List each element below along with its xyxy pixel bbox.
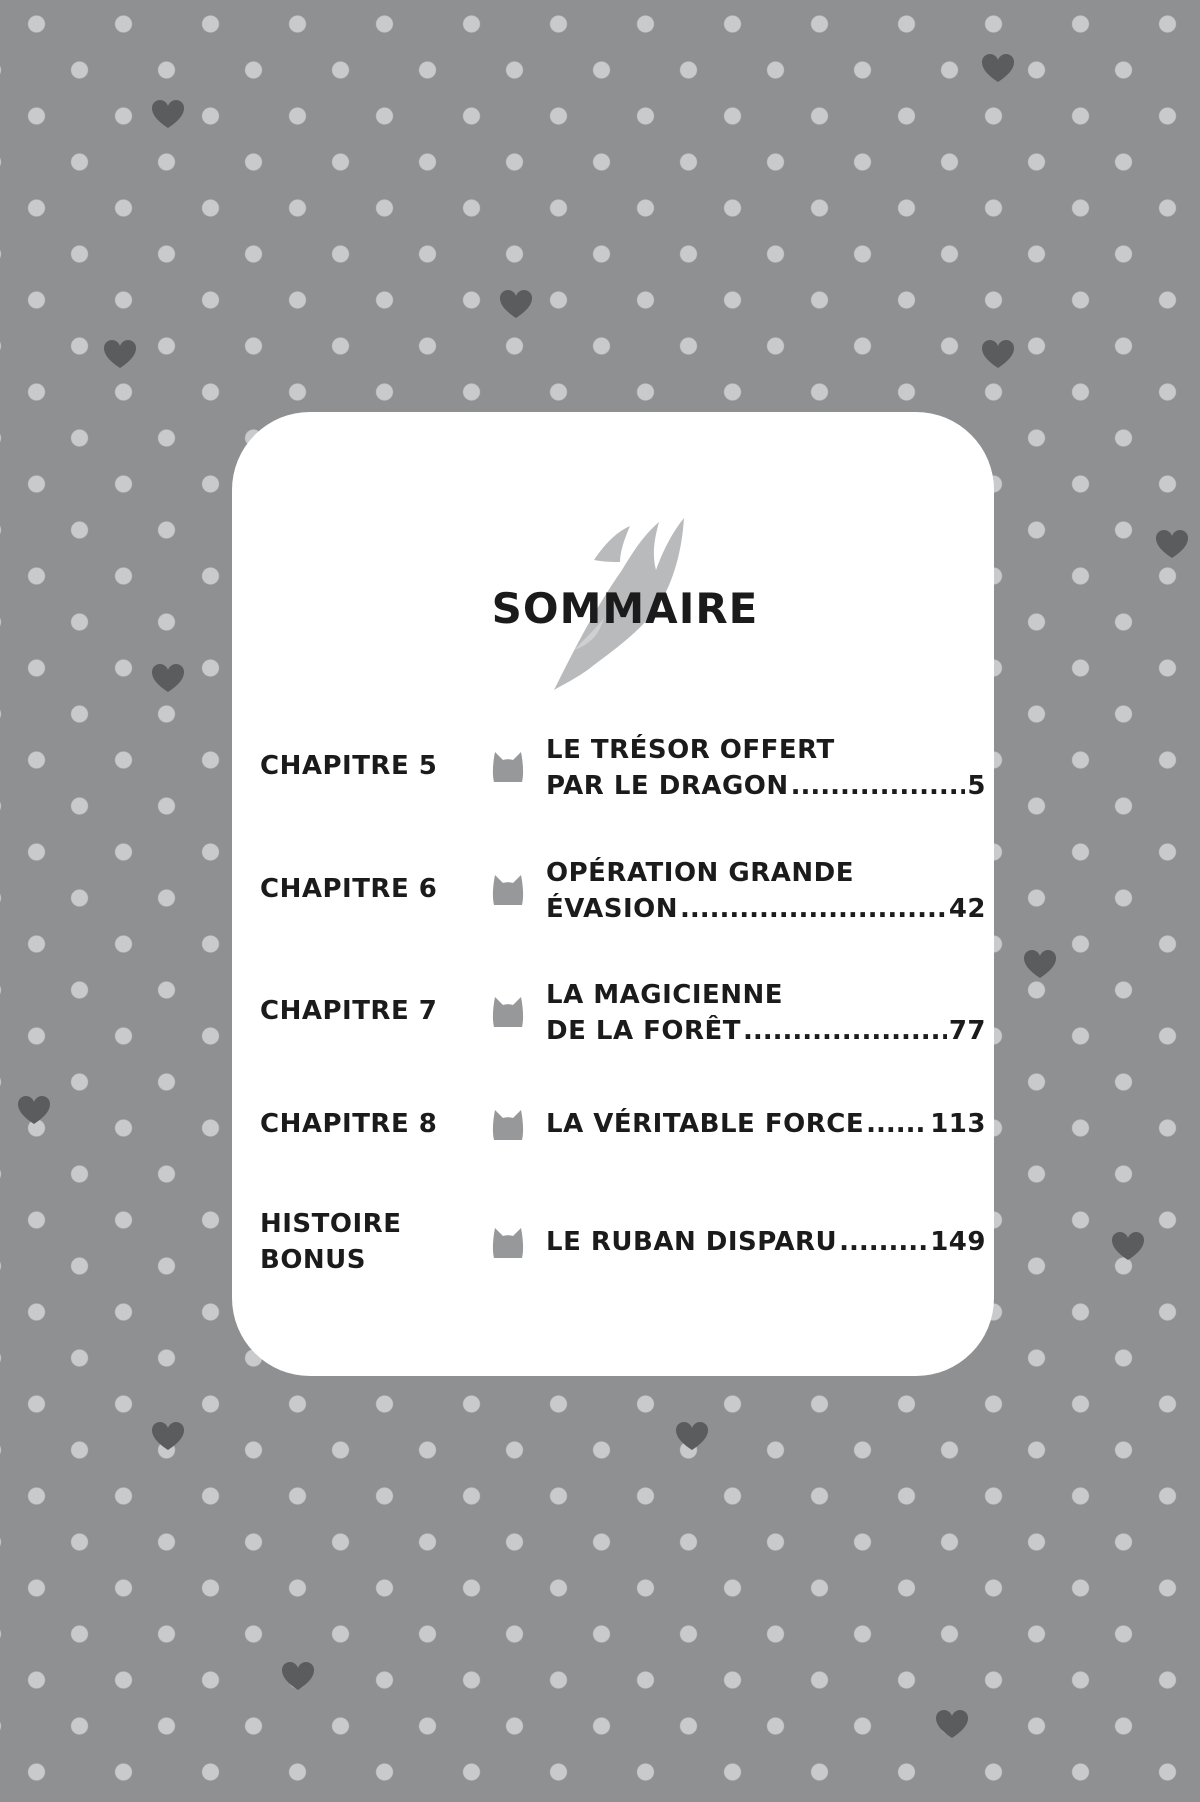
chapter-title <box>546 977 986 1049</box>
heart-icon <box>152 100 184 130</box>
heart-icon <box>1156 530 1188 560</box>
cat-head-icon <box>490 748 526 784</box>
chapter-title-line-1 <box>546 1106 986 1142</box>
heart-icon <box>982 340 1014 370</box>
heart-icon <box>676 1422 708 1452</box>
chapter-label: CHAPITRE 8 <box>260 1109 438 1139</box>
chapter-title <box>546 1106 986 1142</box>
chapter-title-line-1: LE TRÉSOR OFFERT <box>546 735 835 765</box>
chapter-title-line-2 <box>546 891 986 927</box>
toc-entry-chapter-5[interactable] <box>260 730 986 810</box>
heart-icon <box>500 290 532 320</box>
chapter-title-line-1 <box>546 1224 986 1260</box>
chapter-label-line-1: HISTOIRE <box>260 1209 402 1239</box>
heart-icon <box>18 1096 50 1126</box>
heart-icon <box>936 1710 968 1740</box>
chapter-title-line-1: LA MAGICIENNE <box>546 980 784 1010</box>
table-of-contents-card <box>232 412 994 1376</box>
page-number: 42 <box>948 894 986 924</box>
dot-leader <box>791 768 966 804</box>
chapter-title <box>546 1224 986 1260</box>
heart-icon <box>152 1422 184 1452</box>
cat-head-icon <box>490 993 526 1029</box>
dot-leader <box>743 1013 947 1049</box>
heart-icon <box>1112 1232 1144 1262</box>
toc-entry-chapter-8[interactable] <box>260 1102 986 1148</box>
page-title: SOMMAIRE <box>491 584 759 633</box>
heart-icon <box>152 664 184 694</box>
chapter-label: CHAPITRE 5 <box>260 751 438 781</box>
chapter-label: CHAPITRE 6 <box>260 874 438 904</box>
toc-entry-chapter-6[interactable] <box>260 853 986 933</box>
dot-leader <box>839 1224 928 1260</box>
heart-icon <box>282 1662 314 1692</box>
heart-icon <box>1024 950 1056 980</box>
toc-entry-bonus-story[interactable] <box>260 1206 986 1286</box>
page-number: 149 <box>930 1227 986 1257</box>
chapter-title-text: LA VÉRITABLE FORCE <box>546 1109 865 1139</box>
page-number: 5 <box>967 771 986 801</box>
chapter-label-line-2: BONUS <box>260 1245 367 1275</box>
dot-leader <box>680 891 947 927</box>
cat-head-icon <box>490 1224 526 1260</box>
chapter-title-text: DE LA FORÊT <box>546 1016 742 1046</box>
chapter-title-text: LE RUBAN DISPARU <box>546 1227 838 1257</box>
heart-icon <box>104 340 136 370</box>
chapter-title-text: PAR LE DRAGON <box>546 771 789 801</box>
page-number: 113 <box>930 1109 986 1139</box>
chapter-title <box>546 732 986 804</box>
dot-leader <box>866 1106 928 1142</box>
cat-head-icon <box>490 871 526 907</box>
chapter-title-text: ÉVASION <box>546 894 679 924</box>
toc-entry-chapter-7[interactable] <box>260 975 986 1055</box>
chapter-title-line-2 <box>546 768 986 804</box>
chapter-label: CHAPITRE 7 <box>260 996 438 1026</box>
chapter-title <box>546 855 986 927</box>
page-number: 77 <box>948 1016 986 1046</box>
cat-head-icon <box>490 1106 526 1142</box>
chapter-label <box>260 1206 401 1278</box>
heart-icon <box>982 54 1014 84</box>
chapter-title-line-2 <box>546 1013 986 1049</box>
chapter-title-line-1: OPÉRATION GRANDE <box>546 858 854 888</box>
